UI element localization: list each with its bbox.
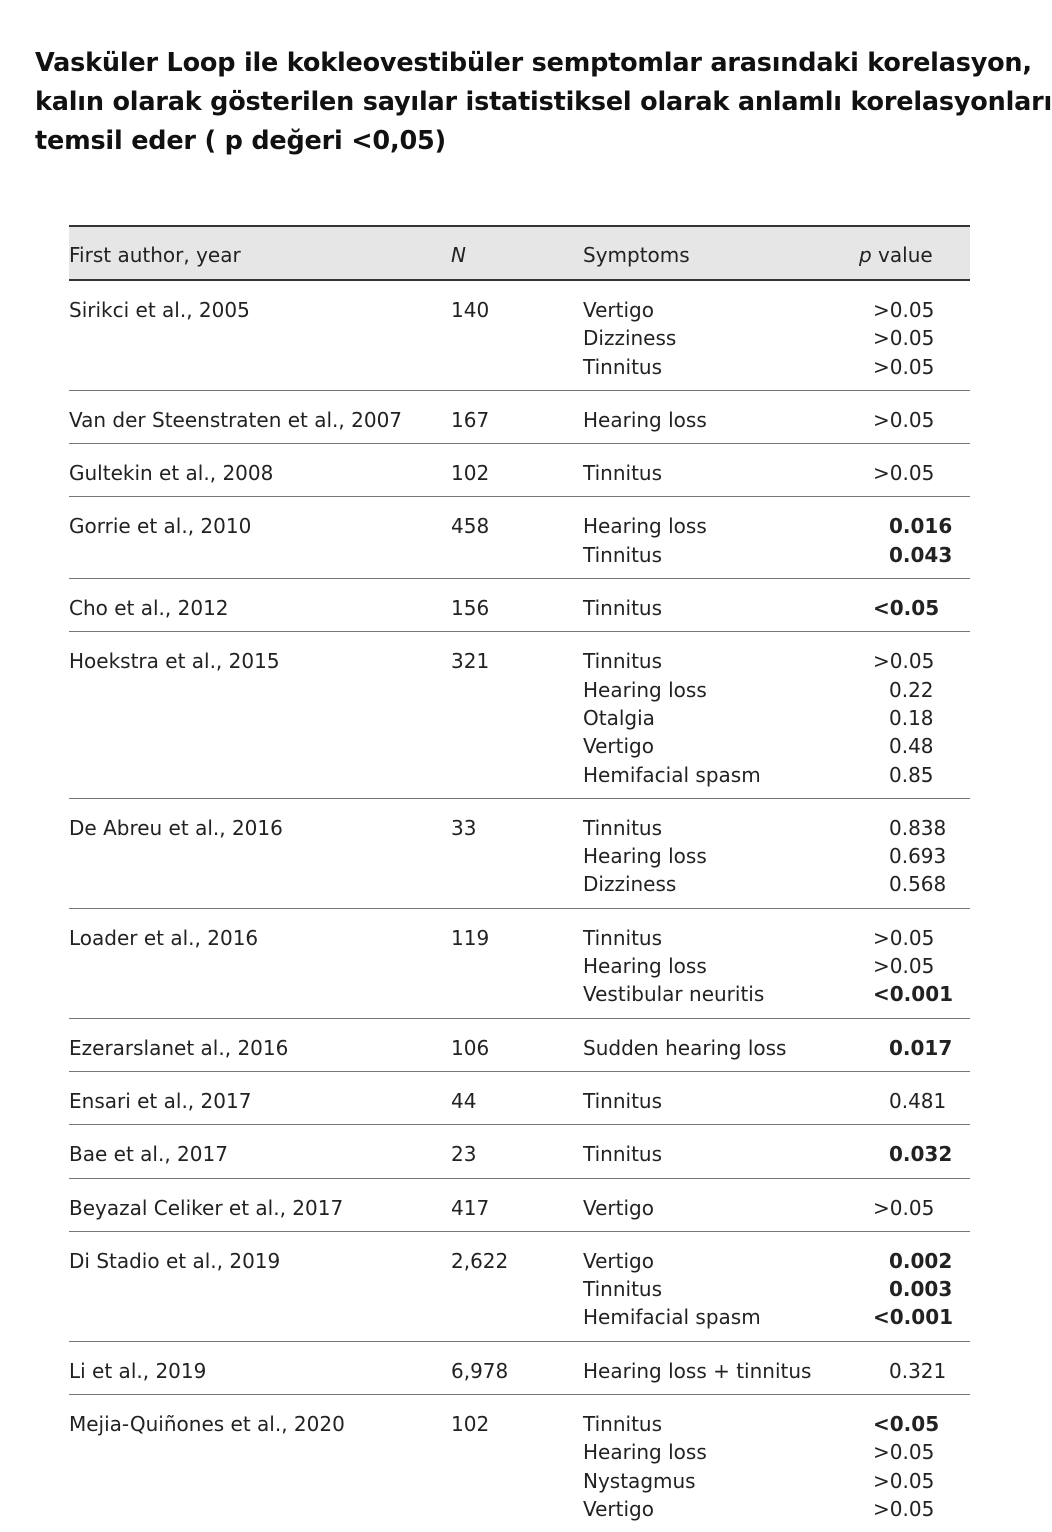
symptom-line [583,459,970,487]
table-row [69,281,970,391]
p-value-cell: 0.043 [889,542,953,567]
n-cell: 119 [451,925,490,950]
p-value-cell: 0.568 [889,872,947,897]
symptom-line [583,1438,970,1466]
title-line-3: temsil eder ( p değeri <0,05) [35,126,446,156]
symptom-cell: Nystagmus [583,1468,696,1493]
p-value-cell: <0.05 [873,596,940,621]
p-value-cell: >0.05 [873,925,935,950]
symptom-line [583,353,970,381]
symptom-cell: Hemifacial spasm [583,1305,761,1330]
n-cell: 140 [451,298,490,322]
symptom-line [583,1034,970,1062]
author-cell: Hoekstra et al., 2015 [69,649,280,674]
p-value-cell: >0.05 [873,407,935,432]
p-value-cell: >0.05 [873,1195,935,1220]
author-cell: Di Stadio et al., 2019 [69,1248,281,1273]
symptom-cell: Tinnitus [583,1412,663,1437]
symptom-line [583,1275,970,1303]
symptom-list [583,1194,970,1222]
symptom-cell: Dizziness [583,326,677,351]
p-value-cell: >0.05 [873,1496,935,1521]
author-cell: Van der Steenstraten et al., 2007 [69,407,403,432]
author-cell: De Abreu et al., 2016 [69,815,283,840]
symptom-cell: Tinnitus [583,542,663,567]
symptom-line [583,512,970,540]
header-p-letter: p [859,243,872,267]
symptom-cell: Otalgia [583,705,655,730]
p-value-cell: 0.017 [889,1035,953,1060]
symptom-list [583,647,970,788]
n-cell: 33 [451,815,477,840]
author-cell: Li et al., 2019 [69,1358,207,1383]
p-value-cell: >0.05 [873,649,935,674]
p-value-cell: <0.001 [873,1305,954,1330]
symptom-cell: Hearing loss [583,954,707,979]
symptom-cell: Hearing loss [583,514,707,539]
symptom-list [583,406,970,434]
n-cell: 2,622 [451,1248,509,1273]
table-row [69,497,970,579]
symptom-cell: Tinnitus [583,596,663,621]
p-value-cell: 0.032 [889,1142,953,1167]
p-value-cell: 0.838 [889,815,947,840]
symptom-line [583,1495,970,1523]
symptom-list [583,1087,970,1115]
table-row [69,1072,970,1125]
symptom-list [583,1357,970,1385]
symptom-cell: Sudden hearing loss [583,1035,787,1060]
symptom-line [583,594,970,622]
n-cell: 23 [451,1142,477,1167]
n-cell: 44 [451,1088,477,1113]
header-value-word: value [871,243,933,267]
p-value-cell: <0.05 [873,1412,940,1437]
p-value-cell: >0.05 [873,326,935,351]
header-author: First author, year [69,243,241,267]
symptom-list [583,296,970,381]
author-cell: Bae et al., 2017 [69,1142,228,1167]
p-value-cell: >0.05 [873,354,935,379]
symptom-list [583,814,970,899]
symptom-cell: Hemifacial spasm [583,762,761,787]
symptom-line [583,1247,970,1275]
p-value-cell: 0.22 [889,677,934,702]
p-value-cell: >0.05 [873,1468,935,1493]
table-row [69,909,970,1019]
symptom-cell: Vertigo [583,298,654,322]
symptom-line [583,924,970,952]
n-cell: 321 [451,649,490,674]
author-cell: Sirikci et al., 2005 [69,298,250,322]
table-body [69,281,970,1532]
header-p-value [859,243,933,267]
p-value-cell: >0.05 [873,954,935,979]
symptom-cell: Tinnitus [583,815,663,840]
symptom-line [583,1140,970,1168]
p-value-cell: <0.001 [873,982,954,1007]
author-cell: Ezerarslanet al., 2016 [69,1035,289,1060]
symptom-line [583,1303,970,1331]
symptom-cell: Hearing loss [583,1440,707,1465]
symptom-list [583,459,970,487]
page-title [35,44,1052,161]
symptom-cell: Tinnitus [583,925,663,950]
symptom-list [583,512,970,569]
n-cell: 102 [451,461,490,486]
n-cell: 156 [451,596,490,621]
symptom-list [583,594,970,622]
symptom-line [583,814,970,842]
symptom-cell: Hearing loss [583,407,707,432]
p-value-cell: 0.693 [889,844,947,869]
table-row [69,444,970,497]
symptom-line [583,647,970,675]
symptom-line [583,842,970,870]
symptom-line [583,1410,970,1438]
author-cell: Gorrie et al., 2010 [69,514,252,539]
symptom-list [583,1034,970,1062]
title-line-2: kalın olarak gösterilen sayılar istatistiksel olarak anlamlı korelasyonları [35,87,1052,117]
symptom-cell: Tinnitus [583,461,663,486]
symptom-cell: Tinnitus [583,1088,663,1113]
symptom-cell: Dizziness [583,872,677,897]
n-cell: 102 [451,1412,490,1437]
symptom-line [583,1357,970,1385]
symptom-list [583,1140,970,1168]
symptom-line [583,1467,970,1495]
p-value-cell: 0.18 [889,705,934,730]
n-cell: 106 [451,1035,490,1060]
symptom-line [583,296,970,324]
symptom-line [583,324,970,352]
correlation-table [69,225,970,1532]
table-row [69,1342,970,1395]
symptom-cell: Tinnitus [583,1142,663,1167]
symptom-cell: Vertigo [583,1248,654,1273]
symptom-line [583,870,970,898]
symptom-cell: Hearing loss [583,844,707,869]
header-n: N [451,243,466,267]
p-value-cell: 0.003 [889,1277,953,1302]
table-row [69,579,970,632]
symptom-cell: Hearing loss + tinnitus [583,1358,812,1383]
table-header [69,225,970,281]
symptom-line [583,406,970,434]
symptom-line [583,732,970,760]
p-value-cell: 0.48 [889,734,934,759]
author-cell: Gultekin et al., 2008 [69,461,274,486]
table-row [69,391,970,444]
symptom-line [583,1087,970,1115]
symptom-line [583,676,970,704]
p-value-cell: 0.481 [889,1088,947,1113]
p-value-cell: >0.05 [873,461,935,486]
author-cell: Cho et al., 2012 [69,596,229,621]
table-row [69,1019,970,1072]
symptom-cell: Hearing loss [583,677,707,702]
header-symptoms: Symptoms [583,243,690,267]
symptom-line [583,952,970,980]
symptom-cell: Vestibular neuritis [583,982,765,1007]
table-row [69,1125,970,1178]
title-line-1: Vasküler Loop ile kokleovestibüler semptomlar arasındaki korelasyon, [35,48,1032,78]
p-value-cell: 0.002 [889,1248,953,1273]
author-cell: Ensari et al., 2017 [69,1088,252,1113]
author-cell: Mejia-Quiñones et al., 2020 [69,1412,345,1437]
symptom-cell: Vertigo [583,1496,654,1521]
symptom-line [583,761,970,789]
symptom-line [583,541,970,569]
author-cell: Loader et al., 2016 [69,925,259,950]
n-cell: 167 [451,407,490,432]
symptom-list [583,1247,970,1332]
n-cell: 458 [451,514,490,539]
table-row [69,799,970,909]
symptom-list [583,924,970,1009]
author-cell: Beyazal Celiker et al., 2017 [69,1195,344,1220]
n-cell: 417 [451,1195,490,1220]
table-row [69,632,970,798]
table-row [69,1179,970,1232]
symptom-cell: Tinnitus [583,1277,663,1302]
symptom-cell: Vertigo [583,734,654,759]
symptom-line [583,980,970,1008]
symptom-list [583,1410,970,1523]
p-value-cell: 0.85 [889,762,934,787]
table-row [69,1395,970,1532]
symptom-line [583,1194,970,1222]
p-value-cell: >0.05 [873,298,935,322]
p-value-cell: 0.321 [889,1358,947,1383]
p-value-cell: >0.05 [873,1440,935,1465]
symptom-cell: Vertigo [583,1195,654,1220]
symptom-cell: Tinnitus [583,354,663,379]
n-cell: 6,978 [451,1358,509,1383]
table-row [69,1232,970,1342]
symptom-cell: Tinnitus [583,649,663,674]
p-value-cell: 0.016 [889,514,953,539]
symptom-line [583,704,970,732]
